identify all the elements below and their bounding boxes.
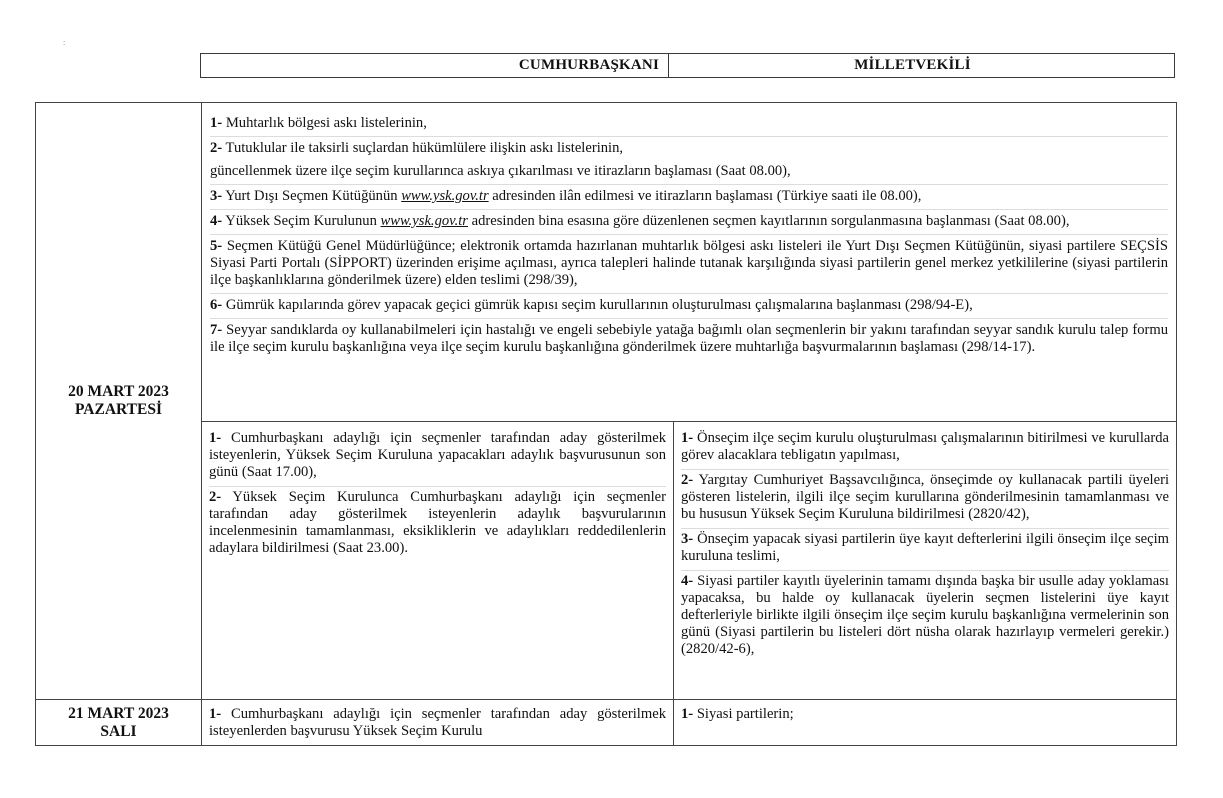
- item-text: Yüksek Seçim Kurulunca Cumhurbaşkanı adaylığı için seçmenler tarafından aday gösterilmek isteyenlerin adaylık başvurularının incelenmesinin tamamlanması, eksikliklerin ve adaylıkları reddedilenlerin adaylara bildirilmesi (Saat 23.00).: [209, 489, 666, 556]
- item-number: 7-: [210, 322, 223, 338]
- weekday-label: PAZARTESİ: [74, 401, 163, 418]
- list-item: [210, 319, 1168, 360]
- list-item: [209, 487, 666, 562]
- item-text: Tutuklular ile taksirli suçlardan hükümlülere ilişkin askı listelerinin,: [222, 140, 624, 156]
- scan-mark: :: [63, 38, 66, 47]
- item-text: Önseçim ilçe seçim kurulu oluşturulması çalışmalarının bitirilmesi ve kurullarda görev alacaklara tebligatın yapılması,: [681, 430, 1169, 463]
- list-item: [681, 529, 1169, 571]
- item-text: güncellenmek üzere ilçe seçim kurullarınca askıya çıkarılması ve itirazların başlaması (Saat 08.00),: [210, 163, 791, 179]
- item-number: 5-: [210, 238, 223, 254]
- list-item: [210, 235, 1168, 294]
- item-number: 1-: [209, 706, 222, 722]
- item-number: 1-: [210, 115, 223, 131]
- item-text: Yurt Dışı Seçmen Kütüğünün: [222, 188, 402, 204]
- list-item: [210, 210, 1168, 235]
- date-cell-20-march: [36, 103, 202, 699]
- item-number: 4-: [681, 573, 694, 589]
- item-number: 2-: [209, 489, 222, 505]
- list-item: [210, 185, 1168, 210]
- item-number: 1-: [681, 706, 694, 722]
- item-text: adresinden bina esasına göre düzenlenen seçmen kayıtlarının sorgulanmasına başlanması (Saat 08.00),: [467, 213, 1070, 229]
- deputy-items-cell: [674, 422, 1176, 699]
- ysk-website-link[interactable]: www.ysk.gov.tr: [401, 188, 489, 204]
- column-header-row: [200, 53, 1175, 78]
- item-text: adresinden ilân edilmesi ve itirazların başlaması (Türkiye saati ile 08.00),: [488, 188, 922, 204]
- item-number: 1-: [209, 430, 222, 446]
- list-item: [681, 706, 1169, 723]
- date-cell-21-march: [36, 699, 202, 745]
- item-text: Gümrük kapılarında görev yapacak geçici gümrük kapısı seçim kurullarının oluşturulması çalışmalarına başlanması (298/94-E),: [222, 297, 973, 313]
- item-text: Muhtarlık bölgesi askı listelerinin,: [222, 115, 427, 131]
- list-item: [210, 159, 1168, 185]
- header-deputy: MİLLETVEKİLİ: [854, 57, 971, 73]
- deputy-items-cell: [674, 699, 1176, 745]
- item-number: 1-: [681, 430, 694, 446]
- list-item: [681, 428, 1169, 470]
- list-item: [681, 571, 1169, 663]
- item-number: 2-: [681, 472, 694, 488]
- shared-items-cell: [202, 103, 1176, 422]
- weekday-label: SALI: [100, 722, 137, 740]
- list-item: [210, 294, 1168, 319]
- ysk-website-link[interactable]: www.ysk.gov.tr: [380, 213, 468, 229]
- item-number: 6-: [210, 297, 223, 313]
- item-text: Cumhurbaşkanı adaylığı için seçmenler tarafından aday gösterilmek isteyenlerin, Yüksek Seçim Kuruluna yapacakları adaylık başvurusunun son günü (Saat 17.00),: [209, 430, 666, 480]
- list-item: [210, 115, 1168, 137]
- item-number: 2-: [210, 140, 223, 156]
- president-items-cell: [202, 422, 674, 699]
- item-number: 3-: [210, 188, 223, 204]
- election-calendar-table: [35, 102, 1177, 746]
- item-text: Seyyar sandıklarda oy kullanabilmeleri için hastalığı ve engeli sebebiyle yatağa bağımlı olan seçmenlerin bir yakını tarafından seyyar sandık kurulu talep formu ile ilçe seçim kurulu başkanlığına veya ilçe seçim kurulu başkanlığına gönderilmek üzere muhtarlığa başvurmalarının başlaması (298/14-17).: [210, 322, 1168, 355]
- item-number: 3-: [681, 531, 694, 547]
- header-president: CUMHURBAŞKANI: [201, 54, 669, 77]
- date-label: 20 MART 2023: [68, 383, 169, 400]
- item-text: Yüksek Seçim Kurulunun: [222, 213, 381, 229]
- president-items-cell: [202, 699, 674, 745]
- item-text: Cumhurbaşkanı adaylığı için seçmenler tarafından aday gösterilmek isteyenlerden başvurusu Yüksek Seçim Kurulu: [209, 706, 666, 739]
- list-item: [209, 706, 666, 740]
- list-item: [209, 428, 666, 487]
- date-label: 21 MART 2023: [68, 704, 169, 722]
- list-item: [681, 470, 1169, 529]
- item-text: Siyasi partilerin;: [693, 706, 794, 722]
- item-number: 4-: [210, 213, 223, 229]
- item-text: Önseçim yapacak siyasi partilerin üye kayıt defterlerini ilgili önseçim ilçe seçim kuruluna teslimi,: [681, 531, 1169, 564]
- list-item: [210, 137, 1168, 159]
- item-text: Seçmen Kütüğü Genel Müdürlüğünce; elektronik ortamda hazırlanan muhtarlık bölgesi askı listeleri ile Yurt Dışı Seçmen Kütüğünün, siyasi partilere SEÇSİS Siyasi Parti Portalı (SİPPORT) üzerinden erişime açılması, ayrıca talepleri halinde tutanak karşılığında siyasi partilerin genel merkez yetkililerine (siyasi partilerin ilçe başkanlıklarına gönderilmek üzere) elden teslimi (298/39),: [210, 238, 1168, 288]
- item-text: Yargıtay Cumhuriyet Başsavcılığınca, önseçimde oy kullanacak partili üyeleri gösteren listelerin, ilgili ilçe seçim kurullarına gönderilmesinin tamamlanması ve bu hususun Yüksek Seçim Kuruluna bildirilmesi (2820/42),: [681, 472, 1169, 522]
- item-text: Siyasi partiler kayıtlı üyelerinin tamamı dışında başka bir usulle aday yoklaması yapacaksa, bu halde oy kullanacak üyelerin seçmen listelerini üye kayıt defterleriyle birlikte ilgili önseçim ilçe seçim kurulu başkanlığına vermelerinin son günü (Siyasi partilerin bu listeleri dört nüsha olarak hazırlayıp vermeleri gerekir.) (2820/42-6),: [681, 573, 1169, 657]
